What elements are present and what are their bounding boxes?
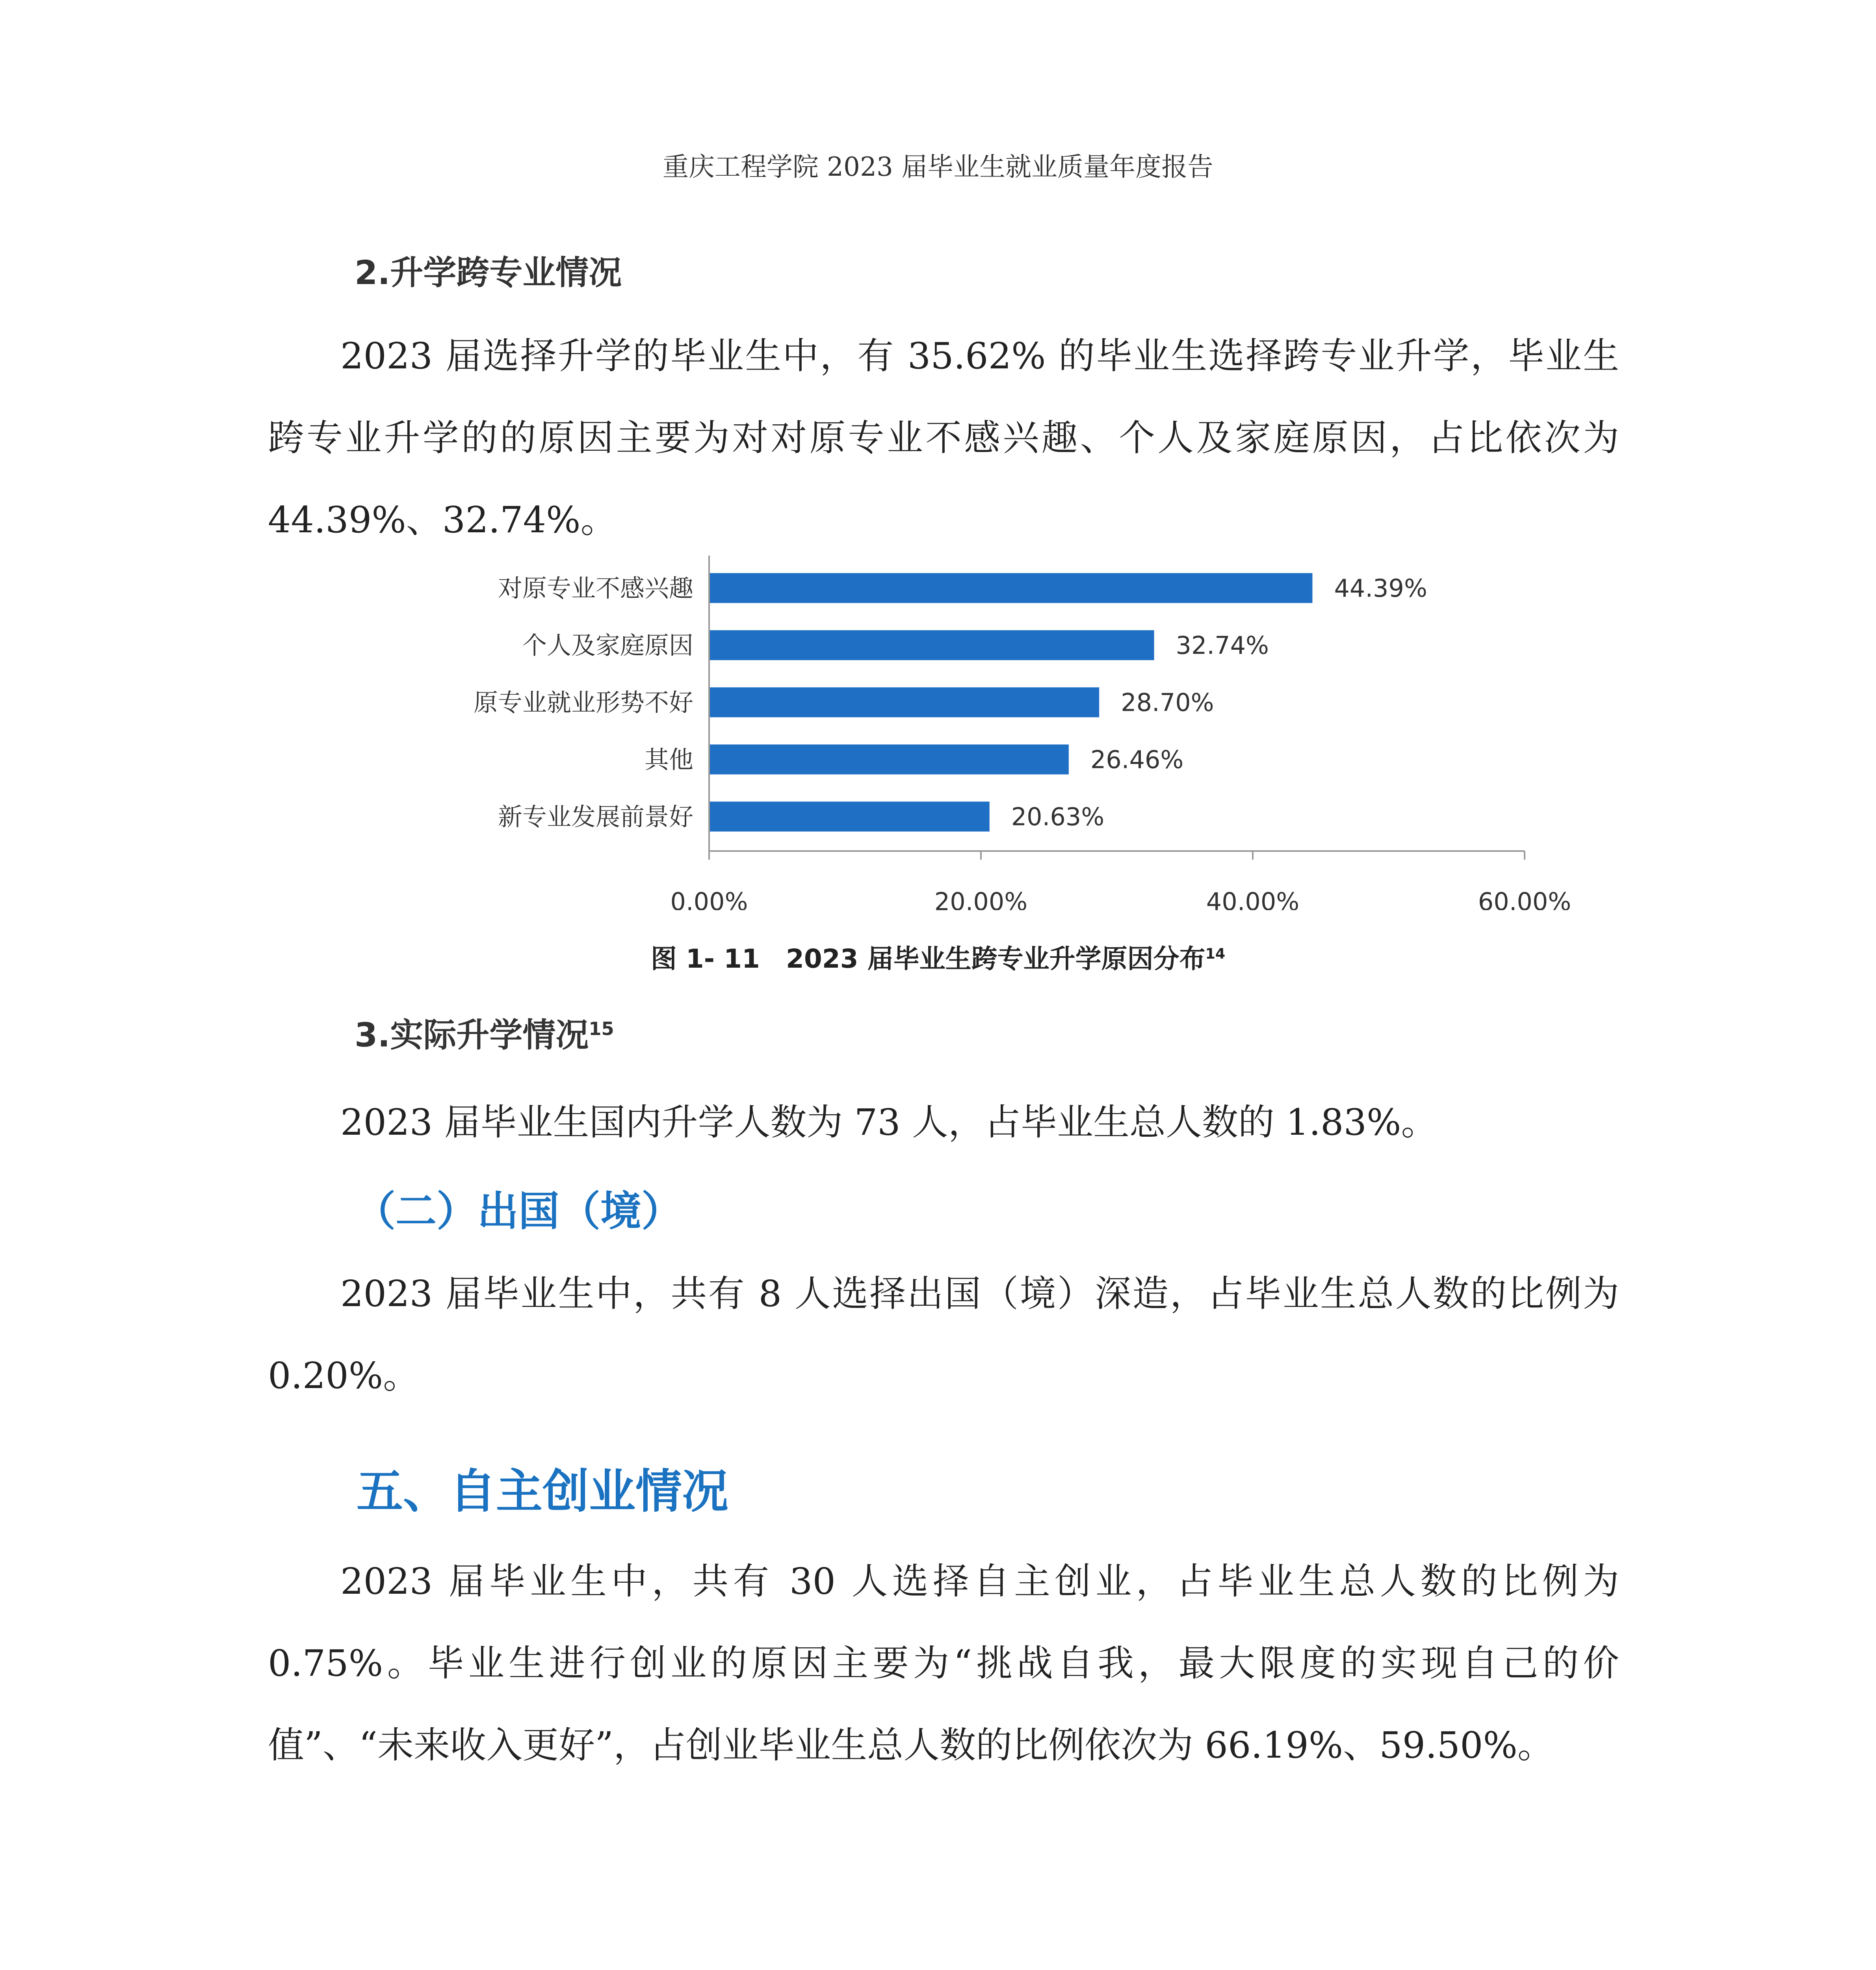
- bar-2: [709, 688, 1099, 717]
- value-label-1: 32.74%: [1176, 631, 1269, 660]
- paragraph-cross-major-text: 2023 届选择升学的毕业生中，有 35.62% 的毕业生选择跨专业升学，毕业生跨专业升学的的原因主要为对对原专业不感兴趣、个人及家庭原因，占比依次为 44.39%、32.74%。: [268, 335, 1619, 541]
- section-title-actual-study: [355, 1009, 614, 1056]
- bar-0: [709, 573, 1312, 603]
- section-title-abroad: （二）出国（境）: [355, 1187, 683, 1235]
- paragraph-cross-major: [268, 315, 1619, 561]
- value-label-4: 20.63%: [1011, 802, 1105, 831]
- x-tick-label-1: 20.00%: [934, 887, 1028, 910]
- x-tick-label-2: 40.00%: [1206, 887, 1300, 910]
- bar-3: [709, 745, 1069, 775]
- bar-4: [709, 802, 990, 832]
- category-label-2: 原专业就业形势不好: [473, 688, 693, 717]
- paragraph-abroad: [268, 1253, 1619, 1417]
- category-label-3: 其他: [644, 745, 693, 774]
- figure-caption: [0, 938, 1876, 975]
- paragraph-entrepreneurship: [268, 1541, 1619, 1786]
- footnote-ref-15: 15: [589, 1018, 614, 1039]
- footnote-ref-14: 14: [1205, 945, 1226, 962]
- figure-caption-text: 图 1- 11 2023 届毕业生跨专业升学原因分布: [650, 944, 1205, 974]
- paragraph-domestic-study: [268, 1082, 1619, 1163]
- category-label-1: 个人及家庭原因: [522, 631, 693, 660]
- value-label-3: 26.46%: [1090, 745, 1184, 774]
- page-header: 重庆工程学院 2023 届毕业生就业质量年度报告: [663, 152, 1213, 182]
- bar-1: [709, 630, 1154, 660]
- section-title-cross-major: 2.升学跨专业情况: [355, 253, 622, 292]
- x-tick-label-0: 0.00%: [670, 887, 748, 910]
- category-label-4: 新专业发展前景好: [498, 802, 693, 831]
- category-label-0: 对原专业不感兴趣: [498, 574, 693, 603]
- paragraph-entrepreneurship-text: 2023 届毕业生中，共有 30 人选择自主创业，占毕业生总人数的比例为 0.75%。毕业生进行创业的原因主要为“挑战自我，最大限度的实现自己的价值”、“未来收入更好”，占创业毕业生总人数的比例依次为 66.19%、59.50%。: [268, 1560, 1619, 1766]
- paragraph-domestic-study-text: 2023 届毕业生国内升学人数为 73 人，占毕业生总人数的 1.83%。: [340, 1101, 1438, 1143]
- value-label-2: 28.70%: [1121, 688, 1214, 717]
- paragraph-abroad-text: 2023 届毕业生中，共有 8 人选择出国（境）深造，占毕业生总人数的比例为 0.20%。: [268, 1273, 1619, 1397]
- section-title-entrepreneurship: 五、自主创业情况: [357, 1464, 729, 1518]
- value-label-0: 44.39%: [1334, 574, 1427, 603]
- x-tick-label-3: 60.00%: [1478, 887, 1571, 910]
- cross-major-reason-bar-chart: [394, 548, 1615, 910]
- section-title-actual-study-text: 3.实际升学情况: [355, 1016, 589, 1054]
